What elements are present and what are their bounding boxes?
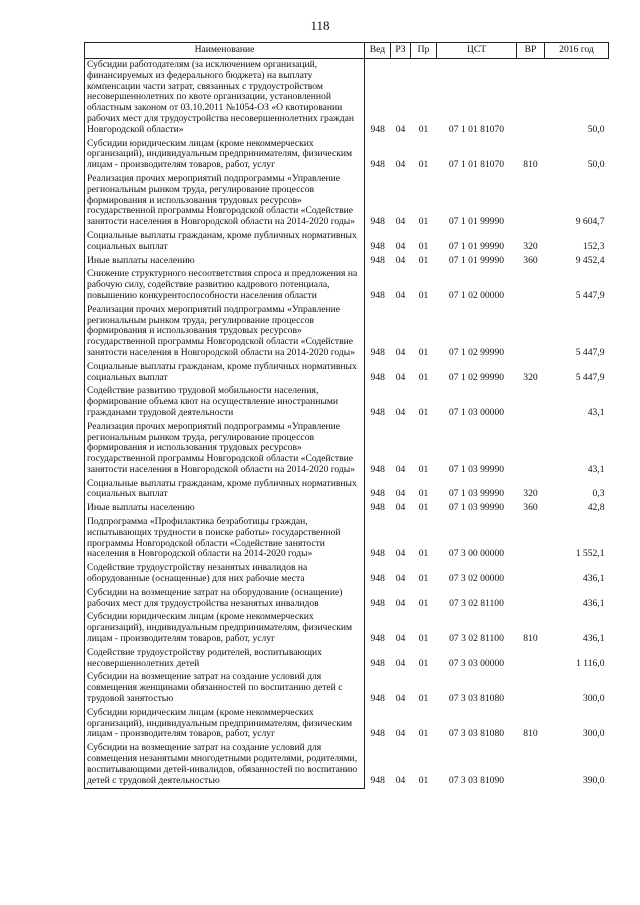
cell-amount: 50,0 (587, 159, 605, 171)
cell-rz: 04 (395, 775, 406, 787)
cell-name: Субсидии на возмещение затрат на создание условий для совмещения женщинами обязанностей по воспитанию детей с трудовой занятостью (85, 671, 365, 706)
cell-ved: 948 (370, 502, 385, 514)
cell-ved: 948 (370, 123, 385, 135)
cell-vr (517, 647, 545, 672)
table-row (85, 255, 609, 269)
column-header-pr: Пр (411, 43, 437, 59)
cell-rz: 04 (395, 346, 406, 358)
cell-pr: 01 (418, 289, 429, 301)
cell-pr: 01 (418, 728, 429, 740)
table-row (85, 230, 609, 255)
cell-cst: 07 3 03 81080 (448, 693, 505, 705)
table-row (85, 562, 609, 587)
cell-cst: 07 3 03 00000 (448, 657, 505, 669)
cell-name: Субсидии юридическим лицам (кроме некоммерческих организаций), индивидуальным предпринимателям, физическим лицам - производителям товаров, работ, услуг (85, 611, 365, 646)
cell-amount: 0,3 (592, 488, 605, 500)
cell-ved: 948 (370, 216, 385, 228)
cell-cst: 07 3 03 81080 (448, 728, 505, 740)
cell-vr (517, 742, 545, 789)
cell-cst: 07 1 01 99990 (448, 240, 505, 252)
cell-pr: 01 (418, 159, 429, 171)
cell-cst: 07 1 03 99990 (448, 463, 505, 475)
cell-pr: 01 (418, 406, 429, 418)
cell-name: Иные выплаты населению (85, 502, 365, 516)
cell-rz: 04 (395, 488, 406, 500)
cell-ved: 948 (370, 597, 385, 609)
cell-pr: 01 (418, 240, 429, 252)
column-header-vr: ВР (517, 43, 545, 59)
table-row (85, 611, 609, 646)
table-row (85, 361, 609, 386)
cell-name: Содействие развитию трудовой мобильности населения, формирование объема квот на осуществление иностранными гражданами трудовой деятельности (85, 385, 365, 420)
cell-rz: 04 (395, 289, 406, 301)
cell-amount: 50,0 (587, 123, 605, 135)
table-row (85, 516, 609, 562)
cell-ved: 948 (370, 728, 385, 740)
cell-rz: 04 (395, 463, 406, 475)
cell-vr: 360 (523, 254, 538, 266)
cell-ved: 948 (370, 346, 385, 358)
cell-name: Субсидии на возмещение затрат на создание условий для совмещения незанятыми многодетными родителями, родителями, воспитывающими детей-инвалидов, обязанностей по воспитанию детей с трудовой деятельностью (85, 742, 365, 789)
cell-vr (517, 516, 545, 562)
cell-pr: 01 (418, 488, 429, 500)
cell-amount: 9 604,7 (575, 216, 605, 228)
cell-rz: 04 (395, 633, 406, 645)
cell-rz: 04 (395, 728, 406, 740)
cell-pr: 01 (418, 775, 429, 787)
cell-rz: 04 (395, 657, 406, 669)
cell-vr: 810 (523, 633, 538, 645)
cell-amount: 43,1 (587, 406, 605, 418)
cell-amount: 436,1 (582, 573, 605, 585)
cell-name: Реализация прочих мероприятий подпрограммы «Управление региональным рынком труда, регулирование процессов формирования и использования трудовых ресурсов» государственной программы Новгородской области «Содействие занятости населения в Новгородской области на 2014-2020 годы» (85, 304, 365, 361)
cell-pr: 01 (418, 463, 429, 475)
table-row (85, 478, 609, 503)
cell-cst: 07 3 02 00000 (448, 573, 505, 585)
cell-vr (517, 562, 545, 587)
table-row (85, 671, 609, 706)
cell-cst: 07 1 01 99990 (448, 254, 505, 266)
cell-vr (517, 671, 545, 706)
cell-cst: 07 1 01 81070 (448, 159, 505, 171)
cell-name: Социальные выплаты гражданам, кроме публичных нормативных социальных выплат (85, 478, 365, 503)
cell-vr (517, 385, 545, 420)
cell-ved: 948 (370, 657, 385, 669)
cell-ved: 948 (370, 693, 385, 705)
table-row (85, 304, 609, 361)
cell-rz: 04 (395, 597, 406, 609)
cell-vr (517, 59, 545, 138)
cell-ved: 948 (370, 254, 385, 266)
cell-name: Иные выплаты населению (85, 255, 365, 269)
cell-ved: 948 (370, 548, 385, 560)
table-row (85, 742, 609, 789)
cell-vr: 320 (523, 240, 538, 252)
cell-vr (517, 587, 545, 612)
cell-rz: 04 (395, 548, 406, 560)
cell-amount: 42,8 (587, 502, 605, 514)
cell-amount: 152,3 (582, 240, 605, 252)
cell-amount: 390,0 (582, 775, 605, 787)
cell-pr: 01 (418, 573, 429, 585)
cell-cst: 07 3 02 81100 (449, 597, 504, 609)
cell-vr: 320 (523, 488, 538, 500)
cell-ved: 948 (370, 775, 385, 787)
cell-amount: 300,0 (582, 693, 605, 705)
cell-name: Подпрограмма «Профилактика безработицы граждан, испытывающих трудности в поиске работы» государственной программы Новгородской области «Содействие занятости населения в Новгородской области на 2014-2020 годы» (85, 516, 365, 562)
cell-amount: 9 452,4 (575, 254, 605, 266)
cell-name: Реализация прочих мероприятий подпрограммы «Управление региональным рынком труда, регулирование процессов формирования и использования трудовых ресурсов» государственной программы Новгородской области «Содействие занятости населения в Новгородской области на 2014-2020 годы» (85, 173, 365, 230)
cell-vr: 810 (523, 728, 538, 740)
cell-rz: 04 (395, 693, 406, 705)
cell-rz: 04 (395, 573, 406, 585)
cell-name: Субсидии на возмещение затрат на оборудование (оснащение) рабочих мест для трудоустройства незанятых инвалидов (85, 587, 365, 612)
cell-name: Субсидии работодателям (за исключением организаций, финансируемых из федерального бюджета) на выплату компенсации части затрат, связанных с трудоустройством несовершеннолетних по квоте организации, установленной областным законом от 03.10.2011 №1054-ОЗ «О квотировании рабочих мест для трудоустройства несовершеннолетних граждан Новгородской области» (85, 59, 365, 138)
column-header-rz: РЗ (391, 43, 411, 59)
cell-pr: 01 (418, 346, 429, 358)
cell-amount: 43,1 (587, 463, 605, 475)
cell-amount: 1 552,1 (575, 548, 605, 560)
table-row (85, 587, 609, 612)
table-row (85, 707, 609, 742)
cell-name: Содействие трудоустройству родителей, воспитывающих несовершеннолетних детей (85, 647, 365, 672)
cell-ved: 948 (370, 488, 385, 500)
cell-ved: 948 (370, 289, 385, 301)
cell-pr: 01 (418, 548, 429, 560)
cell-ved: 948 (370, 573, 385, 585)
cell-cst: 07 1 01 81070 (448, 123, 505, 135)
cell-pr: 01 (418, 597, 429, 609)
cell-vr (517, 268, 545, 303)
cell-name: Субсидии юридическим лицам (кроме некоммерческих организаций), индивидуальным предпринимателям, физическим лицам - производителям товаров, работ, услуг (85, 138, 365, 173)
cell-ved: 948 (370, 406, 385, 418)
cell-vr (517, 421, 545, 478)
table-row (85, 647, 609, 672)
cell-cst: 07 1 02 99990 (448, 371, 505, 383)
column-header-cst: ЦСТ (437, 43, 517, 59)
cell-vr: 360 (523, 502, 538, 514)
cell-rz: 04 (395, 240, 406, 252)
cell-ved: 948 (370, 240, 385, 252)
table-row (85, 421, 609, 478)
cell-name: Содействие трудоустройству незанятых инвалидов на оборудованные (оснащенные) для них рабочие места (85, 562, 365, 587)
cell-vr: 810 (523, 159, 538, 171)
cell-cst: 07 1 02 00000 (448, 289, 505, 301)
cell-pr: 01 (418, 633, 429, 645)
cell-ved: 948 (370, 633, 385, 645)
table-row (85, 173, 609, 230)
cell-rz: 04 (395, 159, 406, 171)
cell-cst: 07 1 02 99990 (448, 346, 505, 358)
column-header-ved: Вед (365, 43, 391, 59)
cell-name: Социальные выплаты гражданам, кроме публичных нормативных социальных выплат (85, 361, 365, 386)
cell-name: Социальные выплаты гражданам, кроме публичных нормативных социальных выплат (85, 230, 365, 255)
cell-pr: 01 (418, 657, 429, 669)
cell-cst: 07 3 00 00000 (448, 548, 505, 560)
cell-vr (517, 173, 545, 230)
budget-table (84, 42, 609, 789)
cell-pr: 01 (418, 693, 429, 705)
cell-pr: 01 (418, 502, 429, 514)
cell-vr (517, 304, 545, 361)
cell-cst: 07 1 01 99990 (448, 216, 505, 228)
table-row (85, 385, 609, 420)
cell-name: Субсидии юридическим лицам (кроме некоммерческих организаций), индивидуальным предпринимателям, физическим лицам - производителям товаров, работ, услуг (85, 707, 365, 742)
cell-amount: 436,1 (582, 633, 605, 645)
cell-pr: 01 (418, 371, 429, 383)
cell-pr: 01 (418, 216, 429, 228)
cell-ved: 948 (370, 159, 385, 171)
cell-vr: 320 (523, 371, 538, 383)
cell-rz: 04 (395, 254, 406, 266)
table-row (85, 138, 609, 173)
cell-amount: 300,0 (582, 728, 605, 740)
cell-ved: 948 (370, 371, 385, 383)
cell-rz: 04 (395, 216, 406, 228)
cell-pr: 01 (418, 123, 429, 135)
table-body (85, 59, 609, 789)
cell-ved: 948 (370, 463, 385, 475)
table-row (85, 268, 609, 303)
cell-rz: 04 (395, 371, 406, 383)
cell-cst: 07 1 03 99990 (448, 488, 505, 500)
cell-amount: 5 447,9 (575, 346, 605, 358)
cell-amount: 5 447,9 (575, 289, 605, 301)
cell-amount: 5 447,9 (575, 371, 605, 383)
cell-pr: 01 (418, 254, 429, 266)
cell-amount: 1 116,0 (576, 657, 605, 669)
cell-rz: 04 (395, 502, 406, 514)
cell-rz: 04 (395, 123, 406, 135)
cell-amount: 436,1 (582, 597, 605, 609)
cell-name: Реализация прочих мероприятий подпрограммы «Управление региональным рынком труда, регулирование процессов формирования и использования трудовых ресурсов» государственной программы Новгородской области «Содействие занятости населения в Новгородской области на 2014-2020 годы» (85, 421, 365, 478)
table-row (85, 502, 609, 516)
table-row (85, 59, 609, 138)
cell-cst: 07 3 02 81100 (449, 633, 504, 645)
page-number: 118 (310, 18, 330, 33)
cell-cst: 07 1 03 99990 (448, 502, 505, 514)
cell-name: Снижение структурного несоответствия спроса и предложения на рабочую силу, содействие развитию кадрового потенциала, повышению конкурентоспособности населения области (85, 268, 365, 303)
cell-cst: 07 3 03 81090 (448, 775, 505, 787)
table-header-row (85, 43, 609, 59)
cell-rz: 04 (395, 406, 406, 418)
column-header-year: 2016 год (545, 43, 609, 59)
cell-cst: 07 1 03 00000 (448, 406, 505, 418)
column-header-name: Наименование (85, 43, 365, 59)
